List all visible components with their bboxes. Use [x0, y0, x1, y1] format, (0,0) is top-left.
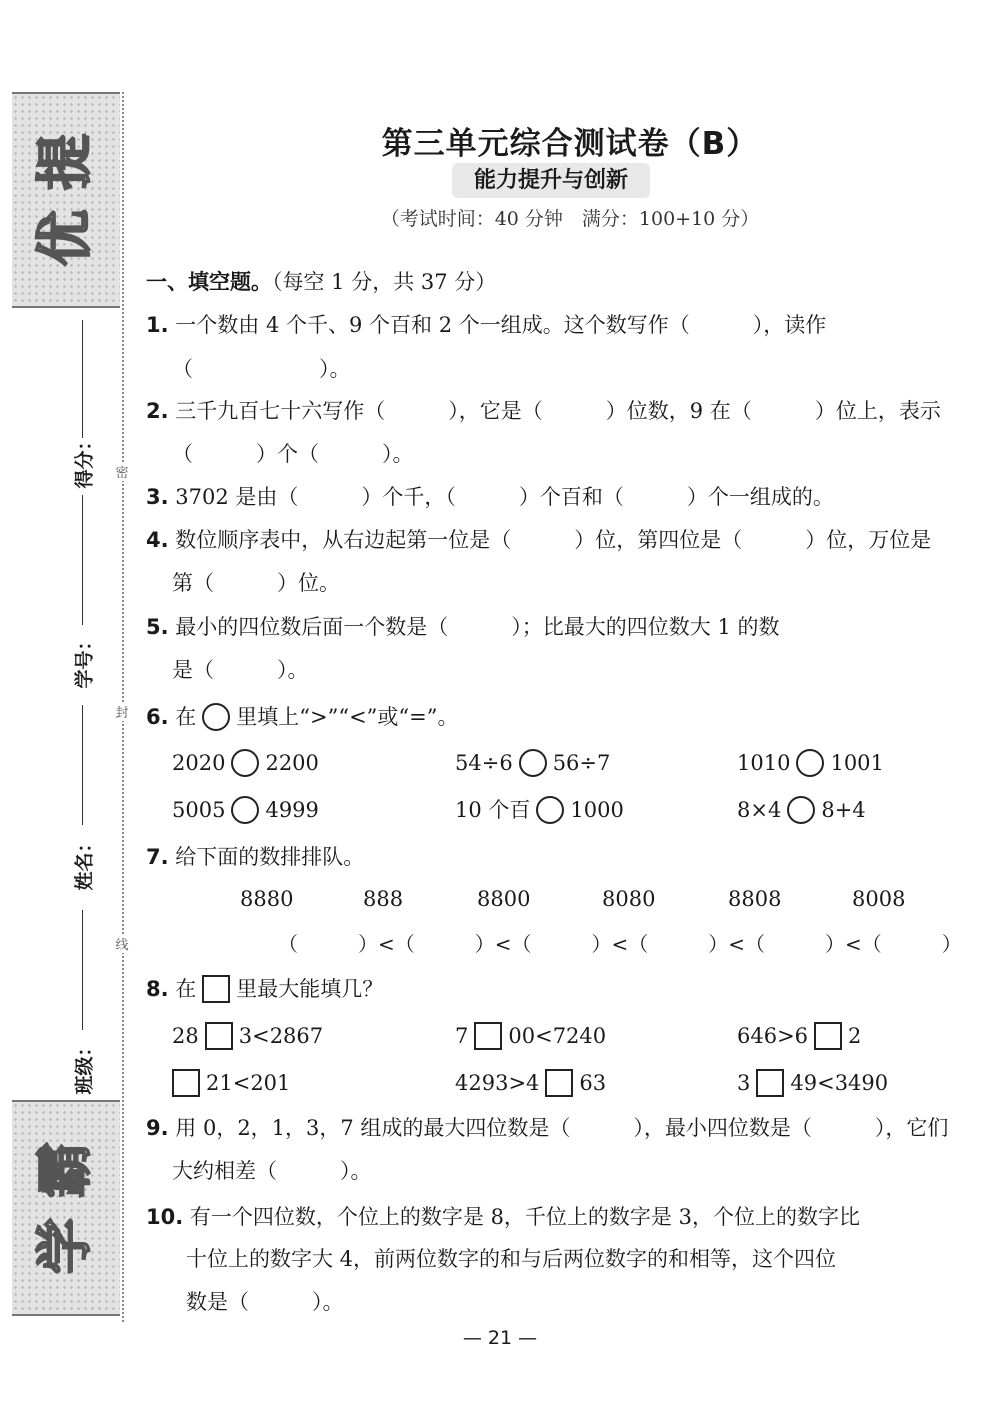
answer-box-input[interactable] — [756, 1069, 784, 1097]
question-number: 1. — [146, 313, 169, 337]
seal-char: 线 — [112, 934, 132, 953]
answer-circle-input[interactable] — [231, 749, 259, 777]
section-heading — [146, 266, 496, 296]
question-text: 给下面的数排排队。 — [175, 845, 365, 869]
fill-right: 2 — [848, 1024, 862, 1048]
question-9-cont: 大约相差（ ）。 — [172, 1159, 372, 1183]
question-2 — [146, 397, 941, 425]
answer-circle-input[interactable] — [231, 796, 259, 824]
question-text: 一个数由 4 个千、9 个百和 2 个一组成。这个数写作（ ），读作 — [175, 313, 827, 337]
question-6 — [146, 702, 458, 732]
compare-item — [737, 748, 884, 778]
score-label: 得分： — [73, 431, 96, 489]
fill-right: 21<201 — [206, 1071, 291, 1095]
question-text: 三千九百七十六写作（ ），它是（ ）位数，9 在（ ）位上，表示 — [175, 399, 941, 423]
question-number: 6. — [146, 705, 169, 729]
sidebar-rule — [82, 495, 83, 625]
sort-number: 8808 — [728, 887, 782, 911]
question-2-cont: （ ）个（ ）。 — [172, 442, 414, 466]
compare-left: 5005 — [172, 798, 226, 822]
deco-char: 提 — [33, 134, 98, 190]
compare-left: 10 个百 — [455, 798, 531, 822]
question-4 — [146, 526, 931, 554]
question-10 — [146, 1203, 860, 1231]
question-text: 用 0，2，1，3，7 组成的最大四位数是（ ），最小四位数是（ ），它们 — [175, 1116, 949, 1140]
fill-item — [737, 1021, 861, 1051]
question-number: 9. — [146, 1116, 169, 1140]
answer-box-input[interactable] — [814, 1022, 842, 1050]
student-id-label: 学号： — [73, 631, 96, 689]
sort-number: 8880 — [240, 887, 294, 911]
seal-char: 密 — [112, 462, 132, 481]
fill-left: 28 — [172, 1024, 199, 1048]
question-text: 有一个四位数，个位上的数字是 8，千位上的数字是 3，个位上的数字比 — [189, 1205, 860, 1229]
compare-item — [455, 795, 624, 825]
question-number: 3. — [146, 485, 169, 509]
answer-box-input[interactable] — [172, 1069, 200, 1097]
page-subtitle: 能力提升与创新 — [452, 163, 650, 198]
compare-left: 8×4 — [737, 798, 782, 822]
fill-left: 4293>4 — [455, 1071, 540, 1095]
compare-right: 4999 — [265, 798, 319, 822]
answer-circle-input[interactable] — [519, 749, 547, 777]
deco-char: 霸 — [33, 1142, 98, 1198]
question-1-cont: （ ）。 — [172, 357, 351, 381]
sidebar-deco-top — [12, 92, 120, 308]
compare-right: 56÷7 — [552, 751, 611, 775]
compare-item — [172, 795, 319, 825]
compare-right: 2200 — [265, 751, 319, 775]
question-text: 里填上“>”“<”或“=”。 — [236, 705, 459, 729]
question-8 — [146, 974, 383, 1004]
fill-item — [737, 1068, 888, 1098]
question-text: 3702 是由（ ）个千，（ ）个百和（ ）个一组成的。 — [175, 485, 834, 509]
section-note: （每空 1 分，共 37 分） — [272, 270, 497, 294]
question-text: 在 — [175, 705, 197, 729]
compare-left: 1010 — [737, 751, 791, 775]
exam-info: （考试时间：40 分钟 满分：100+10 分） — [380, 208, 760, 230]
question-4-cont: 第（ ）位。 — [172, 571, 340, 595]
sidebar-rule — [82, 910, 83, 1030]
question-10-cont: 数是（ ）。 — [186, 1290, 344, 1314]
question-number: 2. — [146, 399, 169, 423]
square-box-icon — [202, 975, 230, 1003]
compare-item — [455, 748, 610, 778]
sidebar-rule — [82, 705, 83, 825]
sort-number: 8800 — [477, 887, 531, 911]
fill-right: 49<3490 — [790, 1071, 889, 1095]
question-3 — [146, 483, 834, 511]
deco-char: 优 — [33, 210, 98, 266]
compare-left: 2020 — [172, 751, 226, 775]
compare-left: 54÷6 — [455, 751, 513, 775]
page-title: 第三单元综合测试卷（B） — [381, 126, 759, 162]
question-number: 4. — [146, 528, 169, 552]
compare-right: 8+4 — [821, 798, 866, 822]
compare-item — [172, 748, 319, 778]
question-number: 5. — [146, 615, 169, 639]
question-text: 里最大能填几？ — [236, 977, 384, 1001]
class-label: 班级： — [73, 1037, 96, 1095]
question-7 — [146, 843, 364, 871]
page-number: — 21 — — [462, 1327, 538, 1349]
name-label: 姓名： — [73, 833, 96, 891]
section-title: 一、填空题。 — [146, 270, 272, 294]
deco-char: 学 — [33, 1218, 98, 1274]
fill-left: 3 — [737, 1071, 751, 1095]
answer-box-input[interactable] — [205, 1022, 233, 1050]
seal-char: 封 — [112, 702, 132, 721]
fill-right: 00<7240 — [508, 1024, 607, 1048]
fill-item — [172, 1021, 323, 1051]
sidebar-rule — [82, 320, 83, 438]
sort-number: 8080 — [602, 887, 656, 911]
question-1 — [146, 311, 826, 339]
question-9 — [146, 1114, 948, 1142]
question-5 — [146, 613, 780, 641]
fill-right: 3<2867 — [238, 1024, 324, 1048]
compare-right: 1000 — [570, 798, 624, 822]
fill-item — [455, 1068, 606, 1098]
answer-box-input[interactable] — [474, 1022, 502, 1050]
fill-left: 646>6 — [737, 1024, 809, 1048]
fill-item — [166, 1068, 290, 1098]
compare-item — [737, 795, 866, 825]
sort-number: 8008 — [852, 887, 906, 911]
question-text: 数位顺序表中，从右边起第一位是（ ）位，第四位是（ ）位，万位是 — [175, 528, 932, 552]
answer-circle-input[interactable] — [796, 749, 824, 777]
answer-circle-input[interactable] — [536, 796, 564, 824]
sidebar-deco-bottom — [12, 1100, 120, 1316]
question-number: 10. — [146, 1205, 184, 1229]
fill-left: 7 — [455, 1024, 469, 1048]
compare-circle-icon — [202, 703, 230, 731]
fill-item — [455, 1021, 606, 1051]
sort-number: 888 — [363, 887, 404, 911]
question-number: 7. — [146, 845, 169, 869]
question-text: 最小的四位数后面一个数是（ ）；比最大的四位数大 1 的数 — [175, 615, 780, 639]
compare-right: 1001 — [830, 751, 884, 775]
order-answer-line[interactable]: （ ）<（ ）<（ ）<（ ）<（ ）<（ ） — [278, 932, 962, 956]
answer-box-input[interactable] — [545, 1069, 573, 1097]
answer-circle-input[interactable] — [787, 796, 815, 824]
question-5-cont: 是（ ）。 — [172, 658, 309, 682]
question-10-cont: 十位上的数字大 4，前两位数字的和与后两位数字的和相等，这个四位 — [186, 1247, 837, 1271]
question-number: 8. — [146, 977, 169, 1001]
question-text: 在 — [175, 977, 197, 1001]
fill-right: 63 — [579, 1071, 607, 1095]
